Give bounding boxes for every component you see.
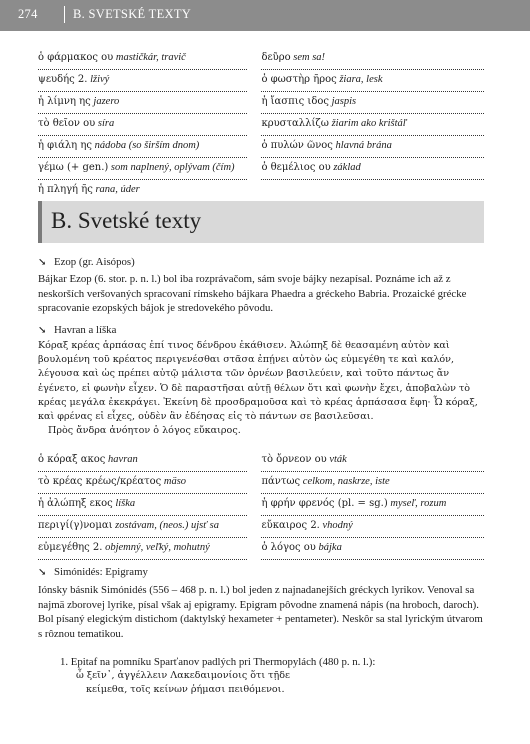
- arrow-icon: ↘: [38, 257, 47, 268]
- greek-verse: ὦ ξεῖν᾽, ἀγγέλλειν Λακεδαιμονίοις ὅτι τῇδε: [76, 670, 290, 681]
- running-title: B. SVETSKÉ TEXTY: [73, 7, 192, 21]
- greek-line: λέγουσα καὶ ὡς πρέπει αὐτῷ μάλιστα τῶν ὀρνέων βασιλεύειν, καὶ τοῦτο πάντως ἄν: [38, 368, 450, 380]
- subheading-havran: ↘ Havran a líška: [38, 324, 117, 336]
- arrow-icon: ↘: [38, 567, 47, 578]
- table-row: [38, 92, 484, 114]
- vocab-entry: γέμω (+ gen.) som naplnený, oplývam (čím): [38, 158, 247, 180]
- greek-line: καὶ φρένας εἰ εἶχες, οὐδὲν ἂν ἐδέησας εἰς τὸ πάντων σε βασιλεῦσαι.: [38, 411, 374, 423]
- vocabulary-table-1: [38, 48, 484, 202]
- header-divider: [64, 6, 65, 23]
- subheading-ezop: ↘ Ezop (gr. Aisópos): [38, 256, 135, 268]
- vocab-entry: τὸ κρέας κρέως/κρέατος mäso: [38, 472, 247, 494]
- vocab-entry: ὁ κόραξ ακος havran: [38, 450, 247, 472]
- vocab-entry: κρυσταλλίζω žiarim ako krištáľ: [261, 114, 484, 136]
- vocab-entry-empty: [261, 180, 484, 202]
- vocab-entry: περιγί(γ)νομαι zostávam, (neos.) ujsť sa: [38, 516, 247, 538]
- vocabulary-table-2: [38, 450, 484, 560]
- simonides-paragraph: Iónsky básnik Simónidés (556 – 468 p. n. l.) bol jeden z najnadanejších gréckych lyrikov. Venoval sa najmä zborovej lyrike, písal však aj epigramy. Epigram pôvodne znamená nápis (na hroboch, daroch). Bol písaný elegickým distichom (daktylský hexameter + pentameter). Neskôr sa stal lyrickým útvarom s rôznou tematikou.: [38, 584, 483, 640]
- vocab-entry: πάντως celkom, naskrze, iste: [261, 472, 484, 494]
- table-row: [38, 472, 484, 494]
- table-row: [38, 114, 484, 136]
- vocab-entry: δεῦρο sem sa!: [261, 48, 484, 70]
- vocab-entry: ὁ πυλών ῶνος hlavná brána: [261, 136, 484, 158]
- vocab-entry: ἡ φρήν φρενός (pl. = sg.) myseľ, rozum: [261, 494, 484, 516]
- greek-verse: κείμεθα, τοῖς κείνων ῥήμασι πειθόμενοι.: [86, 684, 285, 695]
- subheading-simonides: ↘ Simónidés: Epigramy: [38, 566, 148, 578]
- table-row: [38, 70, 484, 92]
- arrow-icon: ↘: [38, 325, 47, 336]
- table-row: [38, 48, 484, 70]
- table-row: [38, 494, 484, 516]
- epitaph-title: 1. Epitaf na pomníku Sparťanov padlých pri Thermopylách (480 p. n. l.):: [60, 656, 376, 668]
- section-title: B. Svetské texty: [51, 208, 202, 233]
- vocab-entry: ὁ θεμέλιος ου základ: [261, 158, 484, 180]
- vocab-entry: εὐμεγέθης 2. objemný, veľký, mohutný: [38, 538, 247, 560]
- table-row: [38, 180, 484, 202]
- vocab-entry: τὸ ὄρνεον ου vták: [261, 450, 484, 472]
- ezop-paragraph: Bájkar Ezop (6. stor. p. n. l.) bol iba rozprávačom, sám svoje bájky nezapísal. Poznáme ich až z neskorších veršovaných spracovaní rímskeho bájkara Phaedra a gréckeho Babria. Prozaické grécke spracovanie ezopských bájok je stredovekého pôvodu.: [38, 273, 467, 315]
- table-row: [38, 516, 484, 538]
- vocab-entry: ὁ φωστὴρ ῆρος žiara, lesk: [261, 70, 484, 92]
- table-row: [38, 136, 484, 158]
- vocab-entry: ψευδής 2. lživý: [38, 70, 247, 92]
- table-row: [38, 538, 484, 560]
- vocab-entry: τὸ θεῖον ου síra: [38, 114, 247, 136]
- greek-line: βουλομένη τοῦ κρέατος περιγενέσθαι στᾶσα ἐπῄνει αὐτὸν ὡς εὐμεγέθη τε καὶ καλόν,: [38, 354, 455, 366]
- greek-line: κρέας μεγάλα ἐκεκράγει. Ἐκείνη δὲ προσδραμοῦσα καὶ τὸ κρέας ἁρπάσασα ἔφη· Ὦ κόραξ,: [38, 396, 478, 408]
- vocab-entry: ἡ λίμνη ης jazero: [38, 92, 247, 114]
- page-number: 274: [18, 7, 38, 21]
- greek-line: Πρὸς ἄνδρα ἀνόητον ὁ λόγος εὔκαιρος.: [48, 425, 241, 437]
- vocab-entry: ἡ φιάλη ης nádoba (so širším dnom): [38, 136, 247, 158]
- vocab-entry: εὔκαιρος 2. vhodný: [261, 516, 484, 538]
- greek-line: Κόραξ κρέας ἁρπάσας ἐπί τινος δένδρου ἐκάθισεν. Ἀλώπηξ δὲ θεασαμένη αὐτὸν καὶ: [38, 340, 450, 351]
- greek-fable-text: [38, 339, 488, 438]
- greek-line: ἐγένετο, εἰ φωνὴν εἶχεν. Ὁ δὲ παραστῆσαι αὐτῇ θέλων ὅτι καὶ φωνὴν ἔχει, ἀποβαλὼν τὸ: [38, 382, 471, 394]
- vocab-entry: ὁ λόγος ου bájka: [261, 538, 484, 560]
- banner-accent-bar: [38, 201, 42, 243]
- page-header: [0, 0, 530, 31]
- epitaph-block: [60, 655, 480, 697]
- table-row: [38, 450, 484, 472]
- vocab-entry: ἡ ἀλώπηξ εκος líška: [38, 494, 247, 516]
- table-row: [38, 158, 484, 180]
- vocab-entry: ἡ ἴασπις ιδος jaspis: [261, 92, 484, 114]
- vocab-entry: ὁ φάρμακος ου mastičkár, travič: [38, 48, 247, 70]
- vocab-entry: ἡ πληγή ῆς rana, úder: [38, 180, 247, 202]
- section-banner: [38, 201, 484, 243]
